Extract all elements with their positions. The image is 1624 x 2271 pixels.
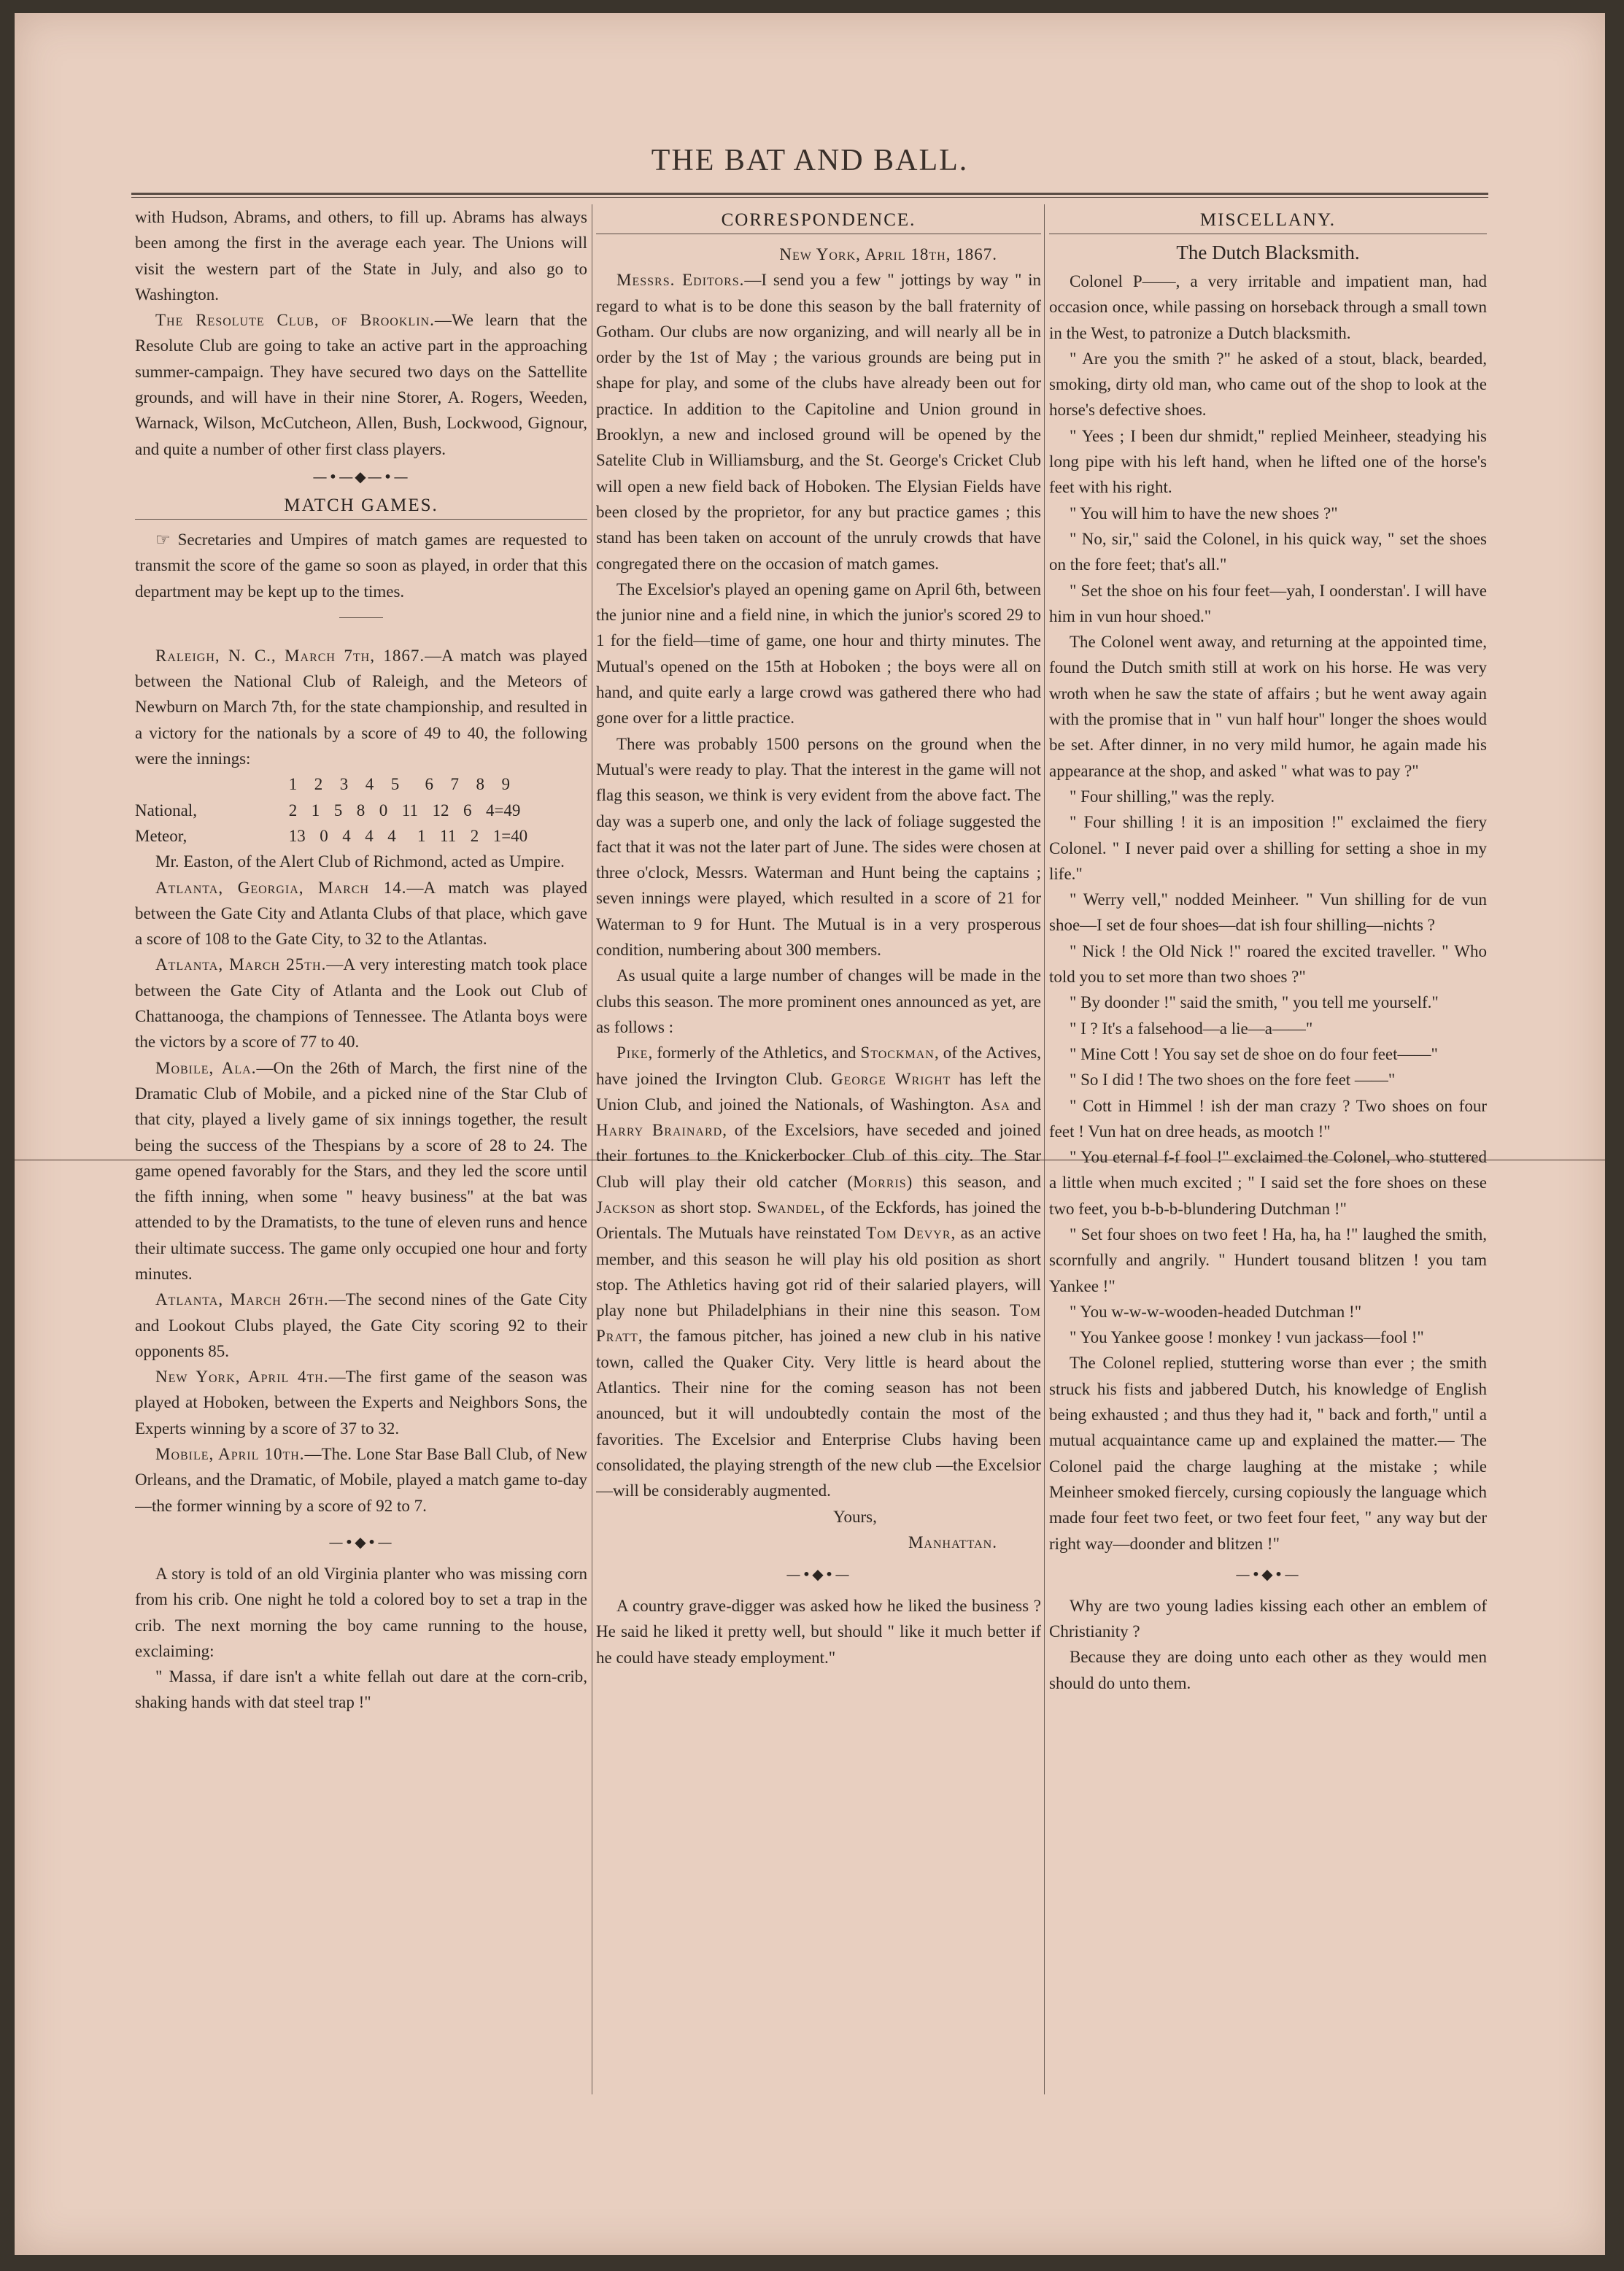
name: Asa [981, 1095, 1010, 1114]
paragraph: " So I did ! The two shoes on the fore feet ——" [1070, 1071, 1396, 1090]
body-text: —The second nines of the Gate City and Lookout Clubs played, the Gate City scoring 92 to their opponents 85. [135, 1290, 587, 1360]
paragraph: A country grave-digger was asked how he liked the business ? He said he liked it pretty well, but should " like it much better if he could have steady employment." [596, 1597, 1041, 1667]
name: Harry Brainard [596, 1121, 723, 1140]
body-text: has left the Union Club, and joined the Nationals, of Washington. [596, 1069, 1041, 1114]
paragraph [596, 1040, 1041, 1503]
name: George Wright [830, 1069, 951, 1088]
paragraph: " Cott in Himmel ! ish der man crazy ? Two shoes on four feet ! Vun hat on dree heads, as mootch !" [1049, 1096, 1487, 1141]
ornament: —•◆•— [786, 1565, 851, 1584]
body-text: , of the Eckfords, has joined the Orientals. The Mutuals have reinstated [596, 1198, 1041, 1243]
masthead: THE BAT AND BALL. [651, 144, 969, 177]
ornament: —•—◆—•— [312, 467, 410, 485]
section-heading: MATCH GAMES. [284, 495, 438, 515]
lead-text: Atlanta, Georgia, March 14. [155, 878, 407, 897]
table-row [135, 823, 587, 849]
paragraph [135, 1055, 587, 1287]
body-text: —The. Lone Star Base Ball Club, of New Orleans, and the Dramatic, of Mobile, played a match game to-day—the former winning by a score of 92 to 7. [135, 1445, 587, 1515]
body-text: , as an active member, and this season he will play his old position as short stop. The Athletics having got rid of their salaried players, will play none but Philadelphians in their nine this season. [596, 1224, 1041, 1320]
paragraph: with Hudson, Abrams, and others, to fill up. Abrams has always been among the first in the average each year. The Unions will visit the western part of the State in July, and also go to Washington. [135, 208, 587, 304]
name: Stockman [860, 1044, 935, 1063]
name: Jackson [596, 1198, 656, 1217]
signature: Manhattan. [908, 1532, 997, 1551]
table-row [135, 771, 587, 797]
body-text: , of the Actives, have joined the Irvington Club. [596, 1044, 1041, 1088]
team-runs: 2 1 5 8 0 11 12 6 4=49 [288, 801, 521, 820]
paragraph [135, 1441, 587, 1519]
body-text: , the famous pitcher, has joined a new club in his native town, called the Quaker City. Very little is heard about the Atlantics. Their nine for the coming season has not been anounced, but it will undoubtedly contain the most of the favorities. The Excelsior and Enterprise Clubs having been consolidated, the playing strength of the new club —the Excelsior—will be considerably augmented. [596, 1327, 1041, 1500]
name: Tom Devyr [866, 1224, 951, 1243]
lead-text: Raleigh, N. C., March 7th, 1867. [155, 646, 425, 665]
left-column [135, 204, 587, 2116]
ornament: —•◆•— [328, 1532, 394, 1551]
body-text: —On the 26th of March, the first nine of the Dramatic Club of Mobile, and a picked nine of the Star Club of that city, played a lively game of six innings together, the result being the success of the Thespians by a score of 28 to 24. The game opened favorably for the Stars, and they led the score until the fifth inning, when some " heavy business" at the bat was attended to by the Dramatists, to the tune of eleven runs and hence their ultimate success. The game only occupied one hour and forty minutes. [135, 1058, 587, 1283]
body-text: ) this season, and [906, 1172, 1041, 1191]
paragraph [135, 307, 587, 462]
body-text: —A match was played between the National Club of Raleigh, and the Meteors of Newburn on March 7th, for the state championship, and resulted in a victory for the nationals by a score of 49 to 40, the following were the innings: [135, 646, 587, 768]
paragraph [135, 1364, 587, 1441]
paragraph [596, 267, 1041, 577]
body-text: as short stop. [655, 1198, 757, 1217]
name: Swandel [757, 1198, 821, 1217]
paragraph: Mr. Easton, of the Alert Club of Richmond, acted as Umpire. [155, 852, 565, 871]
divider [339, 617, 383, 618]
paragraph: " You will him to have the new shoes ?" [1070, 504, 1338, 523]
paragraph: " Are you the smith ?" he asked of a stout, black, bearded, smoking, dirty old man, who came out of the shop to look at the horse's defective shoes. [1049, 349, 1487, 420]
paragraph: " No, sir," said the Colonel, in his quick way, " set the shoes on the fore feet; that's all." [1049, 529, 1487, 574]
paragraph: A story is told of an old Virginia planter who was missing corn from his crib. One night he told a colored boy to set a trap in the crib. The next morning the boy came running to the house, exclaiming: [135, 1564, 587, 1660]
paragraph: " Set four shoes on two feet ! Ha, ha, ha !" laughed the smith, scornfully and angrily. " Hundert tousand blitzen ! you tam Yankee !" [1049, 1225, 1487, 1295]
paragraph: " Mine Cott ! You say set de shoe on do four feet——" [1070, 1044, 1438, 1063]
team-name: Meteor, [135, 826, 187, 845]
paragraph: " By doonder !" said the smith, " you tell me yourself." [1070, 993, 1439, 1012]
dateline: New York, April 18th, 1867. [779, 245, 997, 263]
article-body [1049, 269, 1487, 1557]
ornament: —•◆•— [1235, 1565, 1301, 1583]
innings-header: 1 2 3 4 5 6 7 8 9 [288, 775, 511, 794]
paragraph: " I ? It's a falsehood—a lie—a——" [1070, 1019, 1313, 1038]
table-row [135, 798, 587, 823]
body-text: , formerly of the Athletics, and [648, 1044, 861, 1063]
lead-text: Atlanta, March 25th. [155, 955, 327, 974]
paragraph: " Four shilling ! it is an imposition !" exclaimed the fiery Colonel. " I never paid over a shilling for setting a shoe in my life." [1049, 813, 1487, 883]
paragraph [135, 952, 587, 1054]
paragraph: Because they are doing unto each other as they would men should do unto them. [1049, 1648, 1487, 1692]
closing: Yours, [833, 1507, 877, 1526]
paragraph: " Werry vell," nodded Meinheer. " Vun shilling for de vun shoe—I set de four shoes—dat ish four shilling—nichts ? [1049, 890, 1487, 935]
paragraph: Why are two young ladies kissing each other an emblem of Christianity ? [1049, 1596, 1487, 1641]
body-text: and [1010, 1095, 1041, 1114]
paragraph: " Yees ; I been dur shmidt," replied Meinheer, steadying his long pipe with his left hand, when he lifted one of the horse's feet with his right. [1049, 426, 1487, 497]
heading-rule [135, 519, 587, 520]
paragraph: The Excelsior's played an opening game on April 6th, between the junior nine and a field nine, in which the junior's scored 29 to 1 for the field—time of game, one hour and thirty minutes. The Mutual's opened on the 15th at Hoboken ; the boys were all on hand, and quite early a large crowd was gathered there who had gone over for a little practice. [596, 579, 1041, 728]
paragraph: " You eternal f-f fool !" exclaimed the Colonel, who stuttered a little when much excited ; " I said set the fore shoes on these two feet, you b-b-b-blundering Dutchman !" [1049, 1148, 1487, 1218]
paragraph: " Four shilling," was the reply. [1070, 787, 1275, 806]
body-text: —A match was played between the Gate City and Atlanta Clubs of that place, which gave a score of 108 to the Gate City, to 32 to the Atlantas. [135, 878, 587, 949]
body-text: —The first game of the season was played at Hoboken, between the Experts and Neighbors Sons, the Experts winning by a score of 37 to 32. [135, 1368, 587, 1438]
name: Pike [616, 1044, 649, 1063]
paragraph [135, 875, 587, 952]
notice: ☞ Secretaries and Umpires of match games are requested to transmit the score of the game so soon as played, in order that this department may be kept up to the times. [135, 530, 587, 601]
right-column [1049, 204, 1487, 2116]
body-text: —We learn that the Resolute Club are going to take an active part in the approaching summer-campaign. They have secured two days on the Sattellite grounds, and will have in their nine Storer, A. Rogers, Weeden, Warnack, Wilson, McCutcheon, Allen, Bush, Lockwood, Gignour, and quite a number of other first class players. [135, 311, 587, 458]
paragraph: " Massa, if dare isn't a white fellah out dare at the corn-crib, shaking hands with dat steel trap !" [135, 1667, 587, 1712]
section-heading: CORRESPONDENCE. [721, 210, 916, 230]
paragraph: There was probably 1500 persons on the ground when the Mutual's were ready to play. That the interest in the game will not flag this season, we think is very evident from the above fact. The day was a superb one, and only the lack of foliage suggested the fact that it was not the later part of June. The sides were chosen at three o'clock, Messrs. Waterman and Hunt being the captains ; seven innings were played, which resulted in a score of 21 for Waterman to 9 for Hunt. The Mutual is in a very prosperous condition, numbering about 300 members. [596, 734, 1041, 960]
paragraph: " You Yankee goose ! monkey ! vun jackass—fool !" [1070, 1328, 1424, 1347]
paragraph: " Set the shoe on his four feet—yah, I oonderstan'. I will have him in vun hour shoed." [1049, 581, 1487, 625]
lead-text: New York, April 4th. [155, 1368, 329, 1387]
name: Tom Pratt [596, 1301, 1041, 1346]
body-text: , of the Excelsiors, have seceded and joined their fortunes to the Knickerbocker Club of this city. The Star Club will play their old catcher ( [596, 1121, 1041, 1191]
innings-table [135, 771, 587, 849]
lead-text: Atlanta, March 26th. [155, 1290, 329, 1309]
lead-text: The Resolute Club, of Brooklin. [155, 311, 435, 330]
paragraph: The Colonel replied, stuttering worse than ever ; the smith struck his fists and jabbered Dutch, his knowledge of English being exhausted ; and thus they had it, " back and forth," until a mutual acquaintance came up and explained the matter.— The Colonel paid the charge laughing at the mistake ; while Meinheer smoked fiercely, cursing copiously the language which made four feet two feet, or two feet four feet, " any way but der right way—doonder and blitzen !" [1049, 1354, 1487, 1553]
body-text: —I send you a few " jottings by way " in regard to what is to be done this season by the ball fraternity of Gotham. Our clubs are now organizing, and will nearly all be in order by the 1st of May ; the various grounds are being put in shape for play, and some of the clubs have already been out for practice. In addition to the Capitoline and Union ground in Brooklyn, a new and inclosed ground will be opened by the Satelite Club in Williamsburg, and the St. George's Cricket Club will open a new field back of Hoboken. The Elysian Fields have been closed by the proprietor, for any but practice games ; this stand has been taken on account of the unruly crowds that have congregated there on the occasion of match games. [596, 271, 1041, 573]
section-heading: MISCELLANY. [1199, 210, 1337, 230]
paragraph: As usual quite a large number of changes will be made in the clubs this season. The more prominent ones announced as yet, are as follows : [596, 966, 1041, 1036]
lead-text: Mobile, Ala. [155, 1058, 257, 1077]
paragraph: " Nick ! the Old Nick !" roared the excited traveller. " Who told you to set more than two shoes ?" [1049, 941, 1487, 987]
column-divider [1044, 204, 1045, 2094]
paragraph [135, 1287, 587, 1364]
paragraph: The Colonel went away, and returning at the appointed time, found the Dutch smith still at work on his horse. He was very wroth when he saw the state of affairs ; but he went away again with the promise that in " vun half hour" longer the shoes would be set. After dinner, in no very mild humor, he again made his appearance at the shop, and asked " what was to pay ?" [1049, 633, 1487, 780]
team-name: National, [135, 801, 197, 820]
body-text: —A very interesting match took place between the Gate City of Atlanta and the Look out Club of Chattanooga, the champions of Tennessee. The Atlanta boys were the victors by a score of 77 to 40. [135, 955, 587, 1052]
lead-text: Messrs. Editors. [616, 271, 745, 290]
paragraph [135, 643, 587, 771]
newspaper-page [15, 13, 1605, 2255]
name: Morris [853, 1172, 907, 1191]
paragraph: " You w-w-w-wooden-headed Dutchman !" [1070, 1302, 1362, 1321]
middle-column [596, 204, 1041, 2116]
article-title: The Dutch Blacksmith. [1176, 242, 1360, 263]
lead-text: Mobile, April 10th. [155, 1445, 305, 1464]
table-cell [135, 771, 289, 797]
masthead-rule-thin [131, 197, 1488, 198]
masthead-rule [131, 193, 1488, 195]
team-runs: 13 0 4 4 4 1 11 2 1=40 [288, 826, 528, 845]
paragraph: Colonel P——, a very irritable and impatient man, had occasion once, while passing on horseback through a small town in the West, to patronize a Dutch blacksmith. [1049, 272, 1487, 342]
